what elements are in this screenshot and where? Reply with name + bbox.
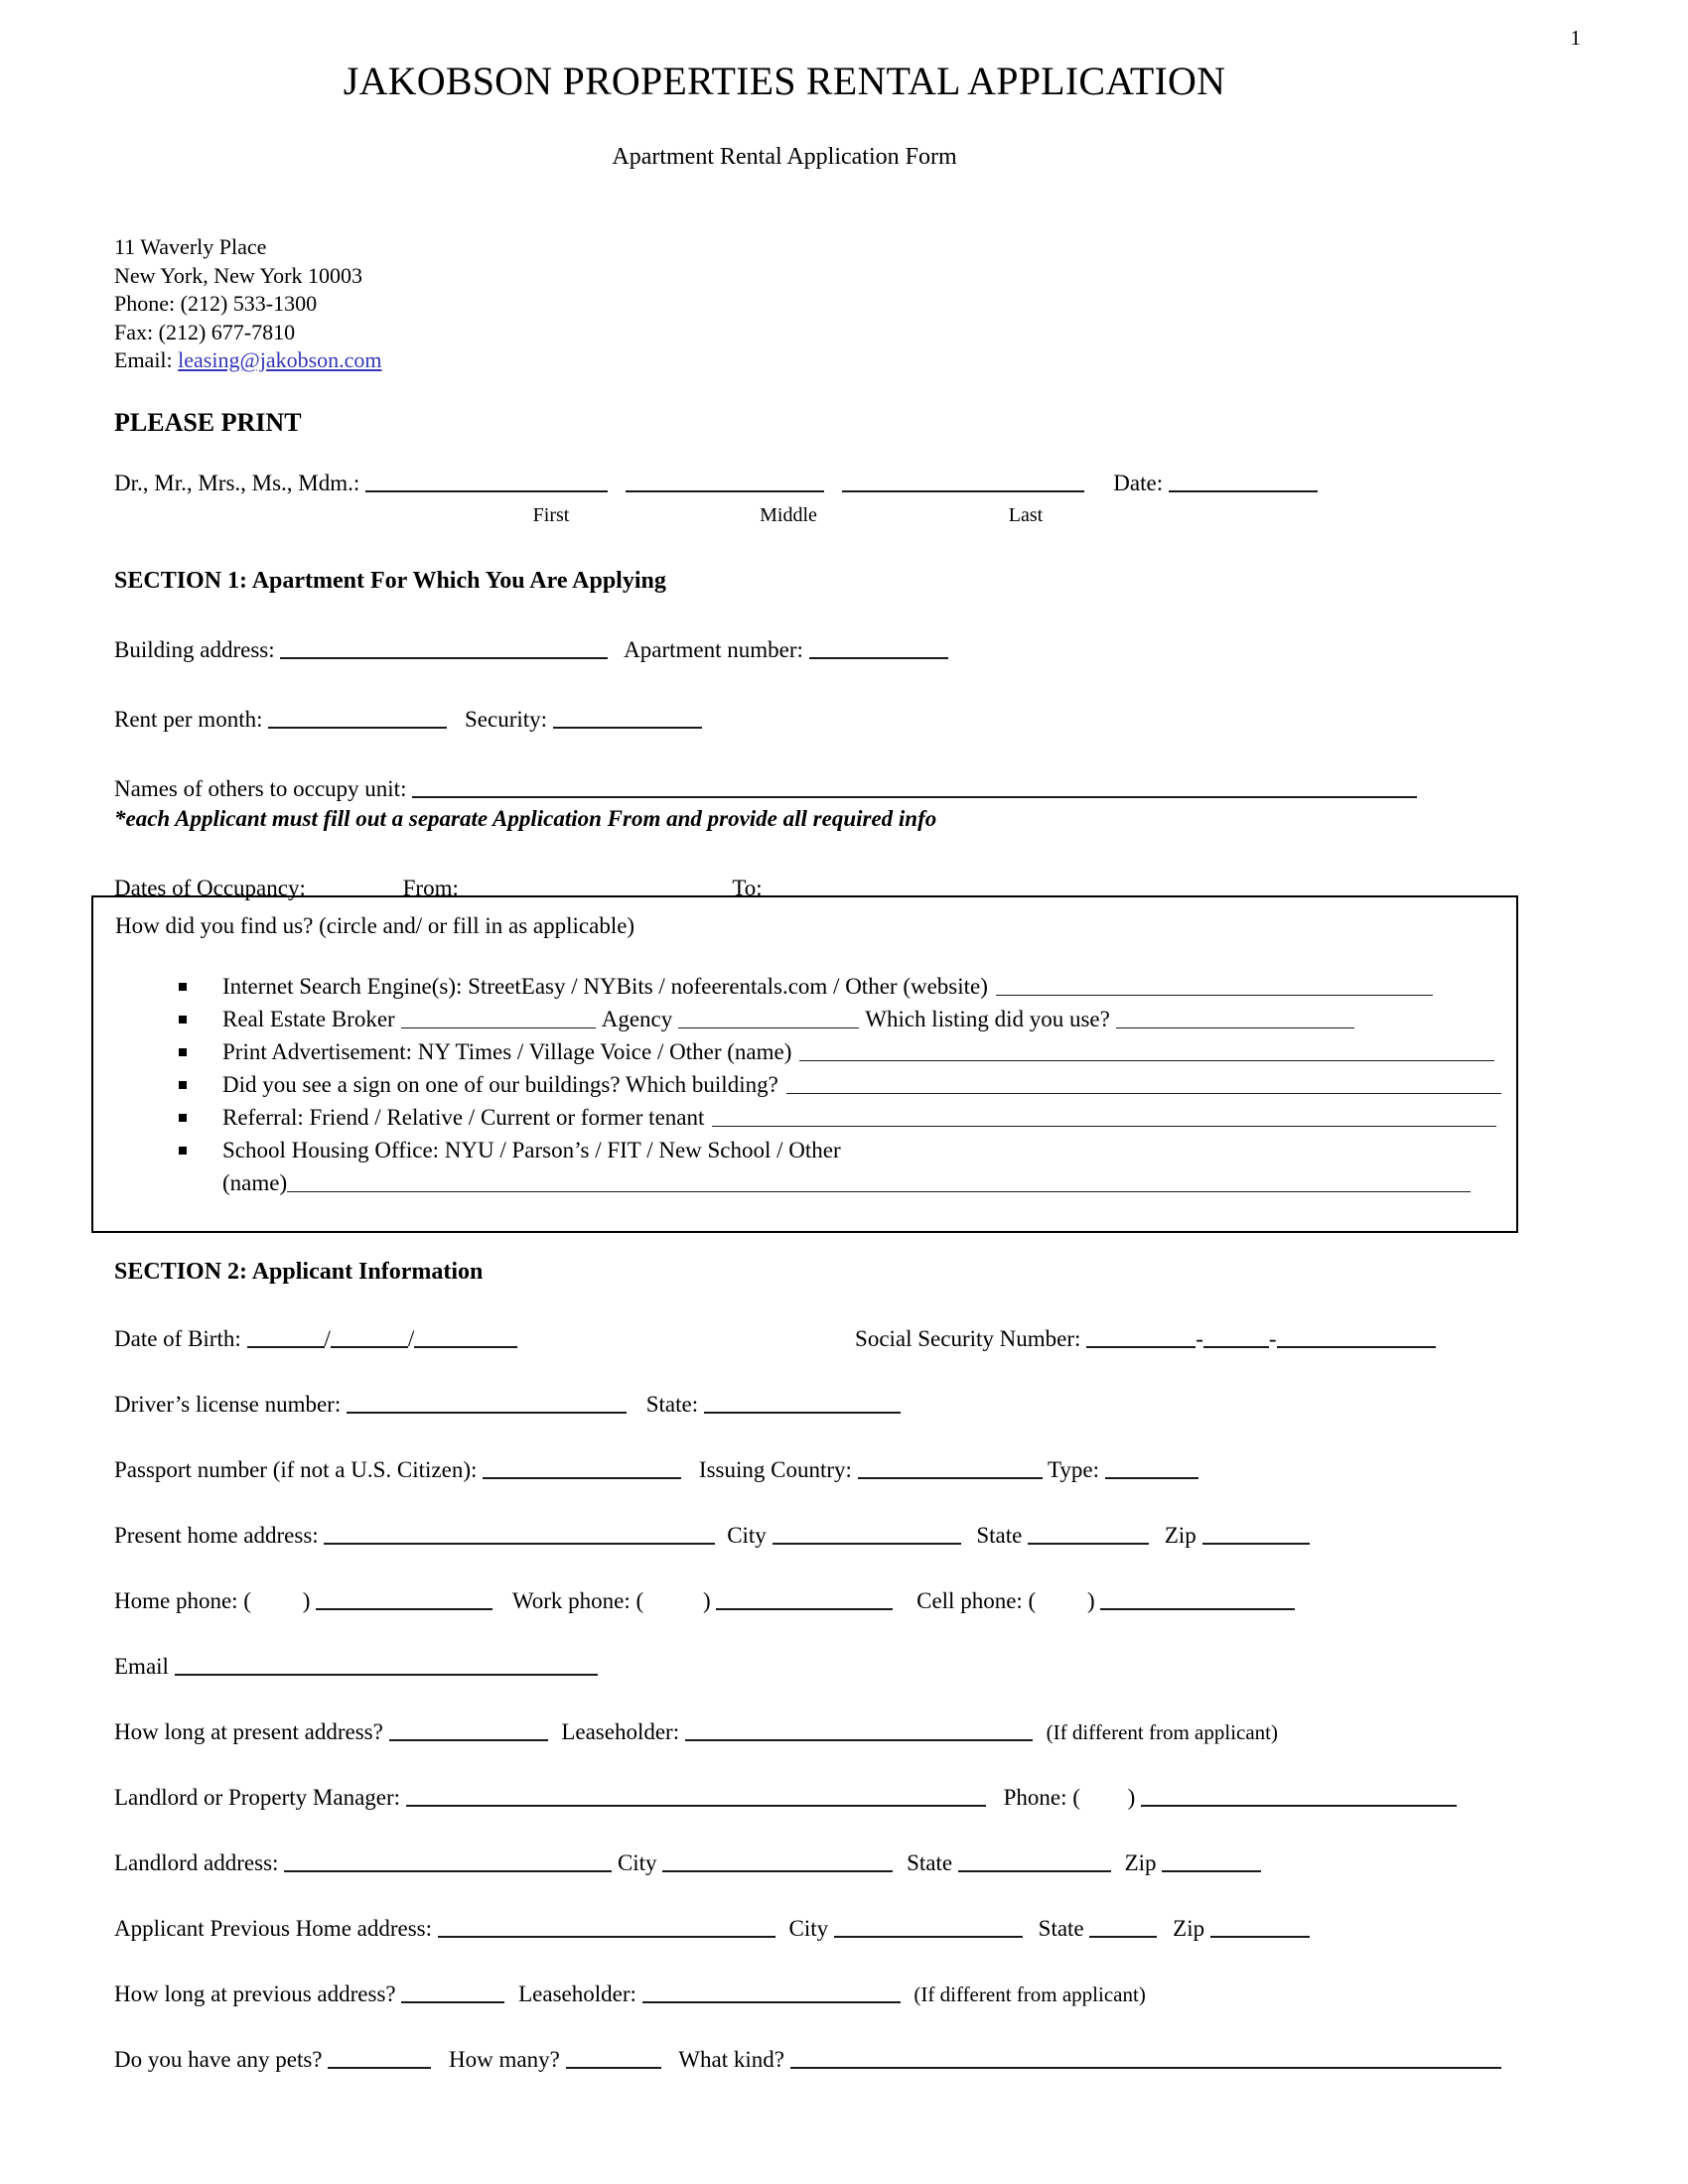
landlord-zip-label: Zip: [1124, 1850, 1157, 1876]
previous-address-label: Applicant Previous Home address:: [114, 1916, 433, 1942]
find-us-listing-label: Which listing did you use?: [865, 1007, 1110, 1031]
present-zip-label: Zip: [1164, 1523, 1196, 1549]
list-item: [93, 1101, 1516, 1134]
page-title: JAKOBSON PROPERTIES RENTAL APPLICATION: [343, 59, 1226, 103]
present-address-field[interactable]: [324, 1519, 715, 1545]
email-field-label: Email: [114, 1654, 169, 1680]
present-leaseholder-label: Leaseholder:: [561, 1719, 680, 1745]
others-occupy-field[interactable]: [412, 772, 1417, 798]
building-address-label: Building address:: [114, 637, 275, 663]
company-city-state-zip: New York, New York 10003: [114, 262, 362, 288]
home-phone-paren: ): [302, 1588, 311, 1614]
present-leaseholder-field-a[interactable]: [685, 1715, 880, 1741]
passport-type-label: Type:: [1047, 1457, 1100, 1483]
landlord-label: Landlord or Property Manager:: [114, 1785, 401, 1811]
cell-phone-paren: ): [1086, 1588, 1095, 1614]
present-city-field[interactable]: [773, 1519, 961, 1545]
building-address-row: [114, 633, 948, 665]
find-us-title: How did you find us? (circle and/ or fill in as applicable): [115, 913, 635, 938]
caption-first: First: [532, 504, 570, 526]
previous-state-label: State: [1038, 1916, 1084, 1942]
others-occupy-label: Names of others to occupy unit:: [114, 776, 407, 802]
square-bullet-icon: [179, 1081, 187, 1089]
ssn-part2-field[interactable]: [1203, 1322, 1269, 1348]
list-item: [93, 1134, 1516, 1166]
to-label: To:: [732, 876, 763, 901]
passport-field[interactable]: [483, 1453, 681, 1479]
section-2-heading: SECTION 2: Applicant Information: [114, 1259, 484, 1285]
security-field[interactable]: [553, 703, 702, 729]
cell-phone-label: Cell phone: (: [916, 1588, 1037, 1614]
name-prefix-label: Dr., Mr., Mrs., Ms., Mdm.:: [114, 471, 360, 496]
square-bullet-icon: [179, 983, 187, 991]
landlord-city-field[interactable]: [662, 1846, 893, 1872]
list-item: [93, 1035, 1516, 1068]
apartment-number-label: Apartment number:: [624, 637, 803, 663]
dl-state-field[interactable]: [704, 1388, 901, 1414]
date-field[interactable]: [1169, 467, 1318, 492]
previous-zip-label: Zip: [1173, 1916, 1205, 1942]
email-link[interactable]: leasing@jakobson.com: [178, 347, 382, 372]
applicant-name-row: [114, 467, 1318, 498]
how-long-present-field[interactable]: [389, 1715, 548, 1741]
find-us-internet-label: Internet Search Engine(s): StreetEasy / NYBits / nofeerentals.com / Other (website): [222, 974, 988, 999]
company-contact-block: [114, 233, 382, 375]
find-us-internet-field[interactable]: [996, 971, 1433, 996]
square-bullet-icon: [179, 1016, 187, 1024]
find-us-school-name-label: (name): [222, 1170, 288, 1195]
drivers-license-prefix-field[interactable]: [347, 1388, 434, 1414]
passport-row: [114, 1453, 1198, 1485]
find-us-referral-field[interactable]: [712, 1102, 1496, 1127]
present-state-label: State: [976, 1523, 1023, 1549]
ssn-part1-field[interactable]: [1086, 1322, 1196, 1348]
home-phone-label: Home phone: (: [114, 1588, 251, 1614]
page-number: 1: [1570, 26, 1581, 50]
find-us-school-label: School Housing Office: NYU / Parson’s / FIT / New School / Other: [222, 1138, 841, 1162]
find-us-broker-label: Real Estate Broker: [222, 1007, 395, 1031]
first-name-field[interactable]: [365, 467, 608, 492]
present-if-different-note: (If different from applicant): [1046, 1720, 1279, 1745]
find-us-agency-field[interactable]: [678, 1004, 859, 1028]
how-long-present-row: [114, 1715, 1278, 1747]
landlord-city-label: City: [617, 1850, 657, 1876]
security-label: Security:: [464, 707, 548, 733]
issuing-country-field[interactable]: [858, 1453, 1043, 1479]
square-bullet-icon: [179, 1048, 187, 1056]
building-address-field[interactable]: [280, 633, 608, 659]
dob-label: Date of Birth:: [114, 1326, 241, 1352]
middle-name-field[interactable]: [626, 467, 824, 492]
previous-address-row: [114, 1912, 1310, 1944]
list-item: [93, 1003, 1516, 1035]
pets-label: Do you have any pets?: [114, 2047, 323, 2073]
present-leaseholder-field-b[interactable]: [880, 1715, 1033, 1741]
present-zip-field[interactable]: [1202, 1519, 1310, 1545]
landlord-address-field[interactable]: [284, 1846, 612, 1872]
rent-label: Rent per month:: [114, 707, 263, 733]
previous-zip-field[interactable]: [1210, 1912, 1310, 1938]
last-name-field[interactable]: [842, 467, 1084, 492]
landlord-field[interactable]: [406, 1781, 986, 1807]
drivers-license-row: [114, 1388, 901, 1420]
to-date-field[interactable]: [768, 872, 972, 897]
phones-row: [114, 1584, 1295, 1616]
previous-leaseholder-label: Leaseholder:: [518, 1981, 636, 2007]
find-us-sign-label: Did you see a sign on one of our buildings? Which building?: [222, 1072, 778, 1097]
home-phone-field[interactable]: [316, 1584, 492, 1610]
rent-row: [114, 703, 702, 735]
ssn-label: Social Security Number:: [855, 1326, 1081, 1352]
landlord-row: [114, 1781, 1457, 1813]
find-us-school-name-field[interactable]: [287, 1167, 1471, 1192]
previous-leaseholder-field[interactable]: [642, 1978, 901, 2003]
applicant-note: *each Applicant must fill out a separate Application From and provide all required info: [114, 806, 937, 831]
square-bullet-icon: [179, 1114, 187, 1122]
landlord-state-field-a[interactable]: [958, 1846, 1054, 1872]
landlord-zip-field[interactable]: [1162, 1846, 1261, 1872]
caption-middle: Middle: [760, 504, 817, 526]
square-bullet-icon: [179, 1147, 187, 1155]
find-us-broker-field[interactable]: [401, 1004, 596, 1028]
landlord-address-row: [114, 1846, 1261, 1878]
company-fax: Fax: (212) 677-7810: [114, 319, 296, 344]
how-long-previous-label: How long at previous address?: [114, 1981, 396, 2007]
work-phone-paren: ): [702, 1588, 711, 1614]
dates-occupancy-label: Dates of Occupancy:: [114, 876, 306, 901]
pets-row: [114, 2043, 1501, 2075]
how-long-previous-field[interactable]: [401, 1978, 504, 2003]
landlord-phone-field[interactable]: [1141, 1781, 1457, 1807]
drivers-license-label: Driver’s license number:: [114, 1392, 342, 1418]
section-1-heading: SECTION 1: Apartment For Which You Are Applying: [114, 568, 666, 594]
previous-city-label: City: [788, 1916, 829, 1942]
apartment-number-field[interactable]: [809, 633, 948, 659]
previous-address-field[interactable]: [438, 1912, 775, 1938]
ssn-part3-field[interactable]: [1277, 1322, 1436, 1348]
pets-how-many-label: How many?: [449, 2047, 560, 2073]
email-label: Email:: [114, 347, 179, 372]
pets-how-many-field[interactable]: [566, 2043, 661, 2069]
list-item: [93, 1068, 1516, 1101]
list-item: [93, 970, 1516, 1003]
company-phone: Phone: (212) 533-1300: [114, 291, 318, 316]
dob-month-field[interactable]: [247, 1322, 325, 1348]
pets-field[interactable]: [328, 2043, 431, 2069]
from-label: From:: [402, 876, 459, 901]
list-item-continuation: [93, 1166, 1516, 1199]
dob-ssn-row: Date of Birth: / / Social Security Number: - -: [114, 1322, 1436, 1354]
landlord-address-label: Landlord address:: [114, 1850, 279, 1876]
passport-label: Passport number (if not a U.S. Citizen):: [114, 1457, 478, 1483]
drivers-license-field[interactable]: [434, 1388, 627, 1414]
previous-state-field[interactable]: [1089, 1912, 1157, 1938]
email-input-field[interactable]: [175, 1650, 598, 1676]
present-state-field[interactable]: [1028, 1519, 1149, 1545]
work-phone-label: Work phone: (: [511, 1588, 644, 1614]
find-us-sign-field[interactable]: [786, 1069, 1501, 1094]
dob-year-field[interactable]: [414, 1322, 517, 1348]
present-address-row: [114, 1519, 1310, 1551]
page-subtitle: Apartment Rental Application Form: [612, 144, 957, 170]
work-phone-field[interactable]: [716, 1584, 893, 1610]
previous-if-different-note: (If different from applicant): [914, 1982, 1146, 2007]
caption-last: Last: [1008, 504, 1044, 526]
cell-phone-field[interactable]: [1100, 1584, 1295, 1610]
name-captions-row: [114, 504, 1147, 527]
present-address-label: Present home address:: [114, 1523, 319, 1549]
company-street: 11 Waverly Place: [114, 234, 267, 259]
company-email-row: [114, 346, 382, 375]
rent-field[interactable]: [268, 703, 447, 729]
previous-city-field[interactable]: [834, 1912, 1023, 1938]
find-us-listing-field[interactable]: [1116, 1004, 1354, 1028]
dob-day-field[interactable]: [331, 1322, 408, 1348]
please-print-heading: PLEASE PRINT: [114, 408, 302, 437]
from-date-field[interactable]: [465, 872, 669, 897]
pets-what-kind-field[interactable]: [790, 2043, 1501, 2069]
find-us-print-label: Print Advertisement: NY Times / Village Voice / Other (name): [222, 1039, 792, 1064]
date-label: Date:: [1113, 471, 1164, 496]
find-us-list: [93, 970, 1516, 1199]
present-city-label: City: [727, 1523, 767, 1549]
email-row: [114, 1650, 598, 1682]
landlord-phone-label: Phone: (: [1003, 1785, 1080, 1811]
passport-type-field[interactable]: [1105, 1453, 1198, 1479]
issuing-country-label: Issuing Country:: [698, 1457, 852, 1483]
how-long-present-label: How long at present address?: [114, 1719, 383, 1745]
how-long-previous-row: [114, 1978, 1146, 2009]
landlord-state-label: State: [907, 1850, 953, 1876]
others-occupy-row: [114, 772, 1417, 804]
dl-state-label: State:: [645, 1392, 699, 1418]
how-did-you-find-us-box: [91, 895, 1518, 1233]
landlord-state-field-b[interactable]: [1054, 1846, 1111, 1872]
find-us-referral-label: Referral: Friend / Relative / Current or former tenant: [222, 1105, 705, 1130]
find-us-agency-label: Agency: [601, 1007, 673, 1031]
pets-what-kind-label: What kind?: [678, 2047, 784, 2073]
find-us-print-field[interactable]: [799, 1036, 1494, 1061]
landlord-phone-paren: ): [1127, 1785, 1136, 1811]
